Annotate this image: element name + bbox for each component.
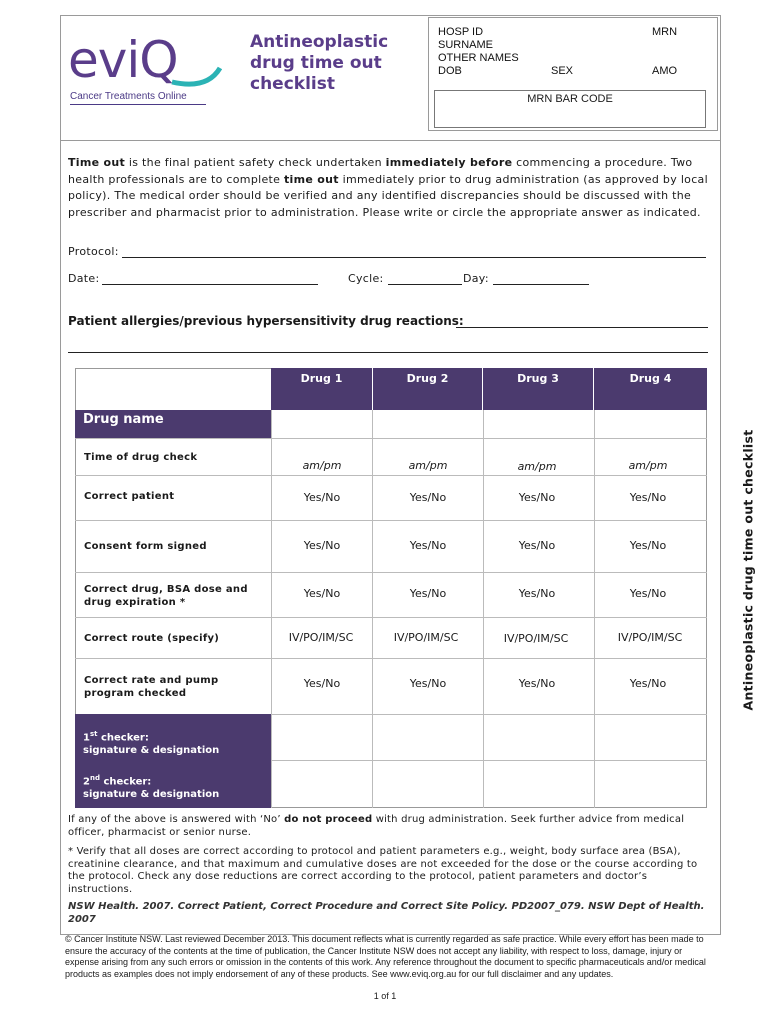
checker-1-signature-field[interactable] — [271, 714, 707, 760]
allergies-input-line2[interactable] — [68, 352, 708, 353]
checker-2-signature-field[interactable] — [271, 760, 707, 808]
mrn-barcode-box — [434, 90, 706, 128]
dob-label: DOB — [438, 65, 462, 77]
cell-r4-d4[interactable]: Yes/No — [629, 587, 667, 600]
cell-r2-d2[interactable]: Yes/No — [409, 491, 447, 504]
cell-r4-d1[interactable]: Yes/No — [303, 587, 341, 600]
cell-r5-d2[interactable]: IV/PO/IM/SC — [393, 631, 459, 644]
day-label: Day: — [463, 272, 489, 285]
mrn-label: MRN — [652, 26, 678, 38]
cell-r1-d2[interactable]: am/pm — [408, 459, 448, 472]
cell-r3-d4[interactable]: Yes/No — [629, 539, 667, 552]
side-title: Antineoplastic drug time out checklist — [740, 429, 756, 711]
drug-name-label: Drug name — [75, 410, 271, 438]
drug-3-header: Drug 3 — [483, 368, 594, 410]
amo-label: AMO — [652, 65, 678, 77]
date-label: Date: — [68, 272, 100, 285]
cell-r4-d2[interactable]: Yes/No — [409, 587, 447, 600]
hosp-id-label: HOSP ID — [438, 26, 484, 38]
row-label-correct-rate: Correct rate and pump program checked — [84, 675, 219, 699]
cycle-input[interactable] — [388, 284, 462, 285]
row-label-correct-drug: Correct drug, BSA dose and drug expiration * — [84, 584, 248, 608]
cell-r6-d2[interactable]: Yes/No — [409, 677, 447, 690]
cell-r6-d1[interactable]: Yes/No — [303, 677, 341, 690]
surname-label: SURNAME — [438, 39, 494, 51]
footer-disclaimer: © Cancer Institute NSW. Last reviewed December 2013. This document reflects what is currently regarded as safe practice. While every effort has been made to ensure the accuracy of the contents at the time of publication, the Cancer Institute NSW does not accept any liability, with respect to loss, damage, injury or expense arising from any such errors or omission in the contents of this work. Any reference throughout the document to specific pharmaceuticals and/or medical products as examples does not imply endorsement of any of these products. See www.eviq.org.au for our full disclaimer and any updates. — [65, 934, 706, 979]
intro-paragraph: Time out is the final patient safety check undertaken immediately before commencing a procedure. Two health professionals are to complete time out immediately prior to drug administration (as approved by local policy). The medical order should be verified and any identified discrepancies should be discussed with the prescriber and pharmacist prior to administration. Please write or circle the appropriate answer as indicated. — [68, 156, 708, 219]
row-label-correct-route: Correct route (specify) — [84, 633, 220, 644]
sex-label: SEX — [551, 65, 574, 77]
verify-note: * Verify that all doses are correct according to protocol and patient parameters e.g., weight, body surface area (BSA), creatinine clearance, and that maximum and cumulative doses are not exceeded for the dose or the course according to the protocol. Check any dose reductions are correct according to the protocol, patient parameters and doctor’s instructions. — [68, 846, 698, 895]
row-label-correct-patient: Correct patient — [84, 491, 175, 502]
cell-r5-d4[interactable]: IV/PO/IM/SC — [617, 631, 683, 644]
protocol-label: Protocol: — [68, 245, 119, 258]
checker-1-label: 1st checker: signature & designation — [75, 714, 271, 760]
logo-q-swoosh-icon — [152, 32, 222, 92]
cell-r5-d3[interactable]: IV/PO/IM/SC — [503, 632, 569, 645]
cell-r1-d3[interactable]: am/pm — [517, 460, 557, 473]
other-names-label: OTHER NAMES — [438, 52, 519, 64]
cell-r3-d1[interactable]: Yes/No — [303, 539, 341, 552]
cell-r2-d1[interactable]: Yes/No — [303, 491, 341, 504]
cell-r6-d4[interactable]: Yes/No — [629, 677, 667, 690]
allergies-label: Patient allergies/previous hypersensitivity drug reactions: — [68, 314, 464, 328]
drug-4-header: Drug 4 — [594, 368, 707, 410]
cell-r6-d3[interactable]: Yes/No — [518, 677, 556, 690]
eviq-logo — [66, 24, 226, 106]
drug-2-header: Drug 2 — [373, 368, 483, 410]
warning-note: If any of the above is answered with ‘No’ do not proceed with drug administration. Seek further advice from medical officer, pharmacist or senior nurse. — [68, 814, 685, 838]
cell-r3-d3[interactable]: Yes/No — [518, 539, 556, 552]
barcode-label: MRN BAR CODE — [527, 93, 613, 105]
checker-2-label: 2nd checker: signature & designation — [75, 760, 271, 808]
day-input[interactable] — [493, 284, 589, 285]
cell-r4-d3[interactable]: Yes/No — [518, 587, 556, 600]
document-title: Antineoplastic drug time out checklist — [250, 32, 389, 94]
row-label-consent-form: Consent form signed — [84, 541, 207, 552]
logo-wordmark: eviQ — [68, 31, 178, 89]
allergies-input[interactable] — [456, 327, 708, 328]
cell-r1-d4[interactable]: am/pm — [628, 459, 668, 472]
page-number: 1 of 1 — [373, 991, 397, 1001]
cell-r1-d1[interactable]: am/pm — [302, 459, 342, 472]
cell-r2-d4[interactable]: Yes/No — [629, 491, 667, 504]
protocol-input[interactable] — [122, 257, 706, 258]
cell-r3-d2[interactable]: Yes/No — [409, 539, 447, 552]
header-divider — [60, 140, 721, 141]
row-label-time-of-drug-check: Time of drug check — [84, 452, 198, 463]
date-input[interactable] — [102, 284, 318, 285]
cell-r5-d1[interactable]: IV/PO/IM/SC — [288, 631, 354, 644]
cycle-label: Cycle: — [348, 272, 384, 285]
reference-citation: NSW Health. 2007. Correct Patient, Correct Procedure and Correct Site Policy. PD2007_079. NSW Dept of Health. 2007 — [68, 901, 705, 925]
drug-1-header: Drug 1 — [271, 368, 373, 410]
cell-r2-d3[interactable]: Yes/No — [518, 491, 556, 504]
logo-subtitle: Cancer Treatments Online — [70, 91, 187, 102]
